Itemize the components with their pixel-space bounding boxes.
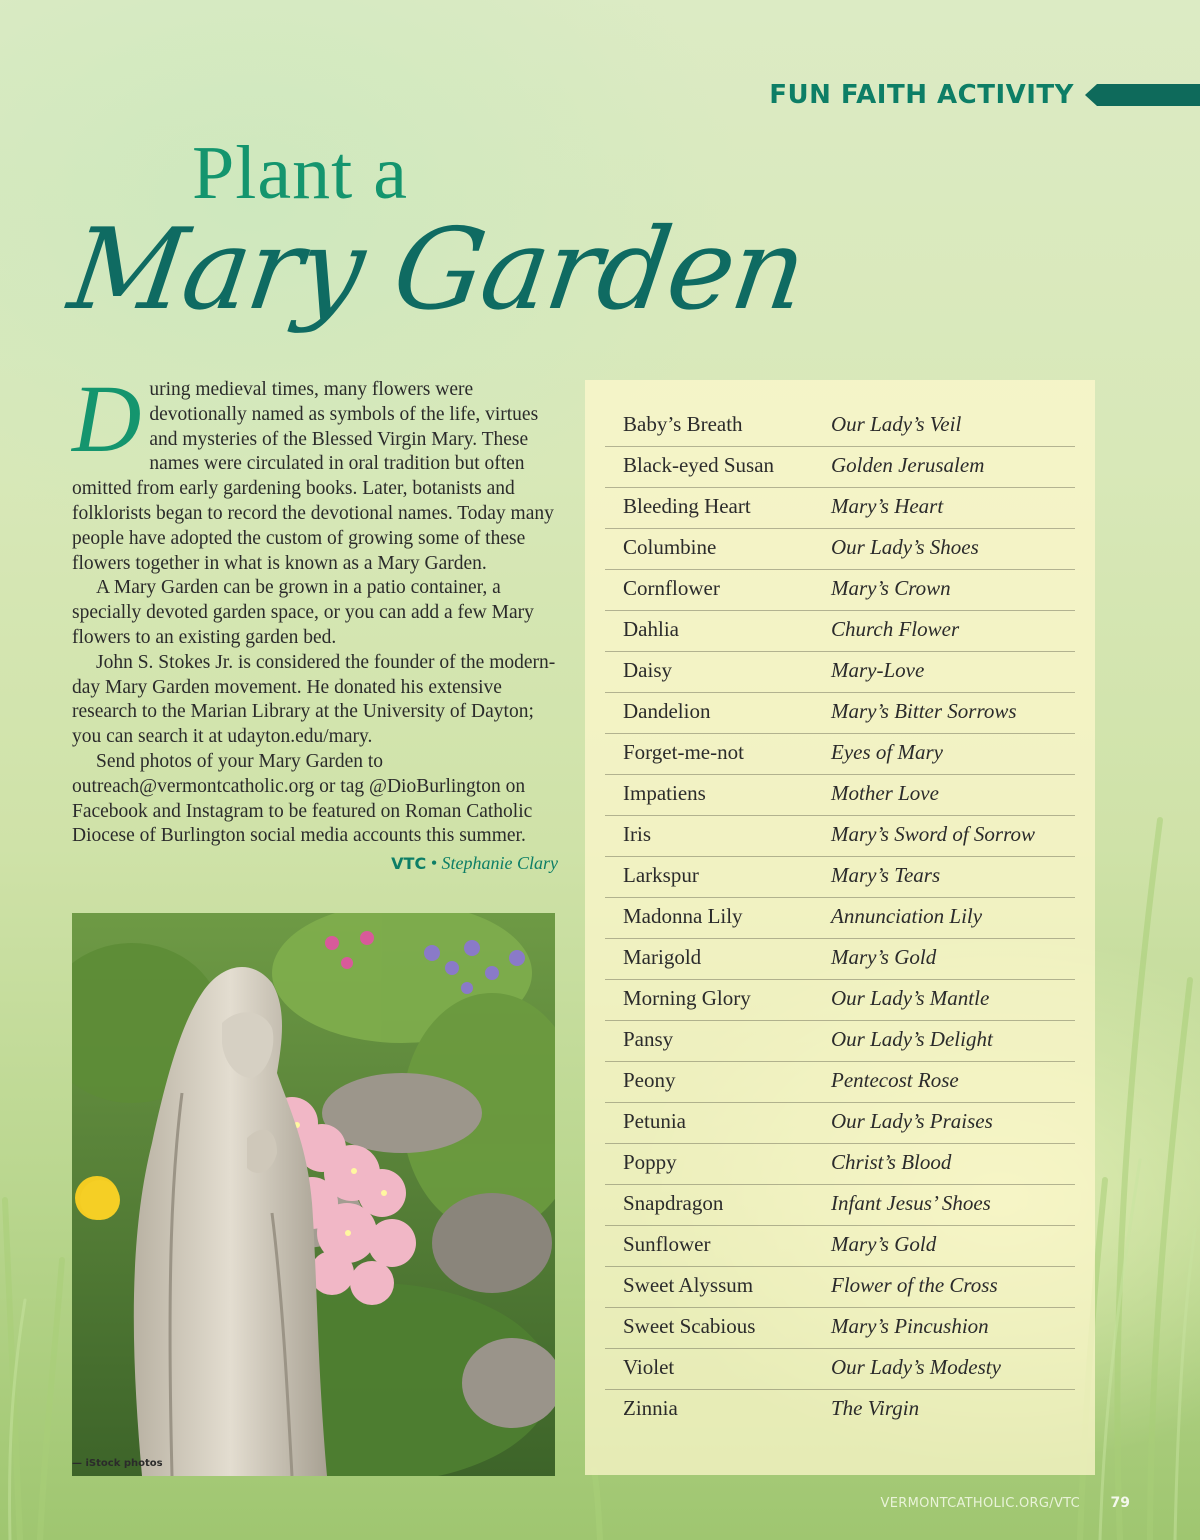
flower-common-name: Pansy (623, 1027, 674, 1051)
flower-marian-name: Christ’s Blood (831, 1150, 952, 1174)
flower-common-name: Violet (623, 1355, 675, 1379)
flower-marian-name: Mary’s Tears (831, 863, 941, 887)
flower-row (605, 447, 1075, 488)
flower-row (605, 775, 1075, 816)
footer-url[interactable]: VERMONTCATHOLIC.ORG/VTC (880, 1496, 1080, 1511)
photo-credit: — iStock photos (72, 1458, 163, 1469)
flower-marian-name: Eyes of Mary (831, 740, 943, 764)
section-tab (1085, 84, 1200, 106)
flower-common-name: Larkspur (623, 863, 699, 887)
flower-row (605, 1390, 1075, 1430)
section-label: FUN FAITH ACTIVITY (769, 80, 1074, 110)
byline-org: VTC (391, 854, 427, 874)
flower-row (605, 1103, 1075, 1144)
flower-row (605, 1144, 1075, 1185)
flower-row (605, 488, 1075, 529)
flower-common-name: Petunia (623, 1109, 686, 1133)
flower-marian-name: Mary’s Heart (831, 494, 944, 518)
flower-common-name: Dahlia (623, 617, 679, 641)
flower-common-name: Dandelion (623, 699, 711, 723)
flower-marian-name: Church Flower (831, 617, 960, 641)
flower-marian-name: Pentecost Rose (831, 1068, 959, 1092)
flower-marian-name: Our Lady’s Mantle (831, 986, 990, 1010)
flower-row (605, 1308, 1075, 1349)
flower-marian-name: Our Lady’s Shoes (831, 535, 979, 559)
flower-marian-name: Mother Love (831, 781, 939, 805)
flower-names-panel (585, 380, 1095, 1475)
flower-common-name: Impatiens (623, 781, 706, 805)
byline-separator: • (426, 853, 442, 874)
flower-marian-name: Annunciation Lily (831, 904, 983, 928)
flower-common-name: Bleeding Heart (623, 494, 751, 518)
flower-row (605, 1349, 1075, 1390)
flower-row (605, 1062, 1075, 1103)
title-line1: Plant a (192, 131, 408, 215)
flower-marian-name: Mary’s Gold (831, 1232, 937, 1256)
flower-marian-name: Our Lady’s Veil (831, 412, 962, 436)
flower-marian-name: Mary’s Pincushion (831, 1314, 989, 1338)
flower-row (605, 857, 1075, 898)
flower-marian-name: Infant Jesus’ Shoes (831, 1191, 991, 1215)
flower-row (605, 1185, 1075, 1226)
flower-common-name: Snapdragon (623, 1191, 724, 1215)
flower-common-name: Forget-me-not (623, 740, 744, 764)
flower-common-name: Daisy (623, 658, 672, 682)
flower-marian-name: Mary’s Gold (831, 945, 937, 969)
flower-common-name: Sunflower (623, 1232, 711, 1256)
flower-row (605, 570, 1075, 611)
flower-marian-name: Mary’s Crown (831, 576, 951, 600)
byline (72, 851, 558, 877)
flower-marian-name: Golden Jerusalem (831, 453, 985, 477)
article-paragraph-1 (72, 365, 558, 576)
flower-marian-name: Our Lady’s Modesty (831, 1355, 1001, 1379)
flower-marian-name: Mary’s Bitter Sorrows (831, 699, 1017, 723)
flower-common-name: Black-eyed Susan (623, 453, 775, 477)
flower-row (605, 693, 1075, 734)
drop-cap: D (72, 365, 142, 472)
flower-row (605, 898, 1075, 939)
article-paragraph-2: A Mary Garden can be grown in a patio container, a specially devoted garden space, or you can add a few Mary flowers to an existing garden bed. (72, 577, 534, 648)
flower-row (605, 611, 1075, 652)
flower-common-name: Sweet Scabious (623, 1314, 756, 1338)
flower-marian-name: Our Lady’s Praises (831, 1109, 993, 1133)
statue-illustration (72, 913, 555, 1476)
article-body (72, 365, 558, 877)
flower-common-name: Marigold (623, 945, 702, 969)
flower-row (605, 734, 1075, 775)
flower-marian-name: Mary’s Sword of Sorrow (831, 822, 1036, 846)
article-paragraph-3: John S. Stokes Jr. is considered the founder of the modern-day Mary Garden movement. He donated his extensive research to the Marian Library at the University of Dayton; you can search it at udayton.edu/mary. (72, 651, 556, 748)
flower-row (605, 406, 1075, 447)
flower-common-name: Baby’s Breath (623, 412, 743, 436)
flower-common-name: Zinnia (623, 1396, 678, 1420)
flower-row (605, 529, 1075, 570)
flower-row (605, 1267, 1075, 1308)
flower-row (605, 939, 1075, 980)
flower-names-table (605, 406, 1075, 1430)
flower-row (605, 816, 1075, 857)
flower-marian-name: Mary-Love (831, 658, 925, 682)
paragraph-1-text: uring medieval times, many flowers were devotionally named as symbols of the life, virtues and mysteries of the Blessed Virgin Mary. These names were circulated in oral tradition but often omitted from early gardening books. Later, botanists and folklorists began to record the devotional names. Today many people have adopted the custom of growing some of these flowers together in what is known as a Mary Garden. (72, 379, 554, 574)
flower-row (605, 1021, 1075, 1062)
flower-common-name: Poppy (623, 1150, 677, 1174)
flower-marian-name: Flower of the Cross (831, 1273, 998, 1297)
flower-marian-name: Our Lady’s Delight (831, 1027, 993, 1051)
flower-common-name: Morning Glory (623, 986, 751, 1010)
flower-row (605, 652, 1075, 693)
byline-author: Stephanie Clary (441, 853, 558, 874)
page-number: 79 (1110, 1495, 1130, 1511)
title-line2: Mary Garden (62, 205, 813, 335)
flower-row (605, 980, 1075, 1021)
flower-common-name: Sweet Alyssum (623, 1273, 754, 1297)
flower-common-name: Madonna Lily (623, 904, 743, 928)
flower-common-name: Columbine (623, 535, 717, 559)
article-paragraph-4: Send photos of your Mary Garden to outreach@vermontcatholic.org or tag @DioBurlington on Facebook and Instagram to be featured on Roman Catholic Diocese of Burlington social media accounts this summer. (72, 750, 533, 847)
flower-row (605, 1226, 1075, 1267)
flower-common-name: Peony (623, 1068, 676, 1092)
flower-common-name: Cornflower (623, 576, 720, 600)
flower-marian-name: The Virgin (831, 1396, 920, 1420)
flower-common-name: Iris (623, 822, 651, 846)
garden-statue-photo (72, 913, 555, 1476)
